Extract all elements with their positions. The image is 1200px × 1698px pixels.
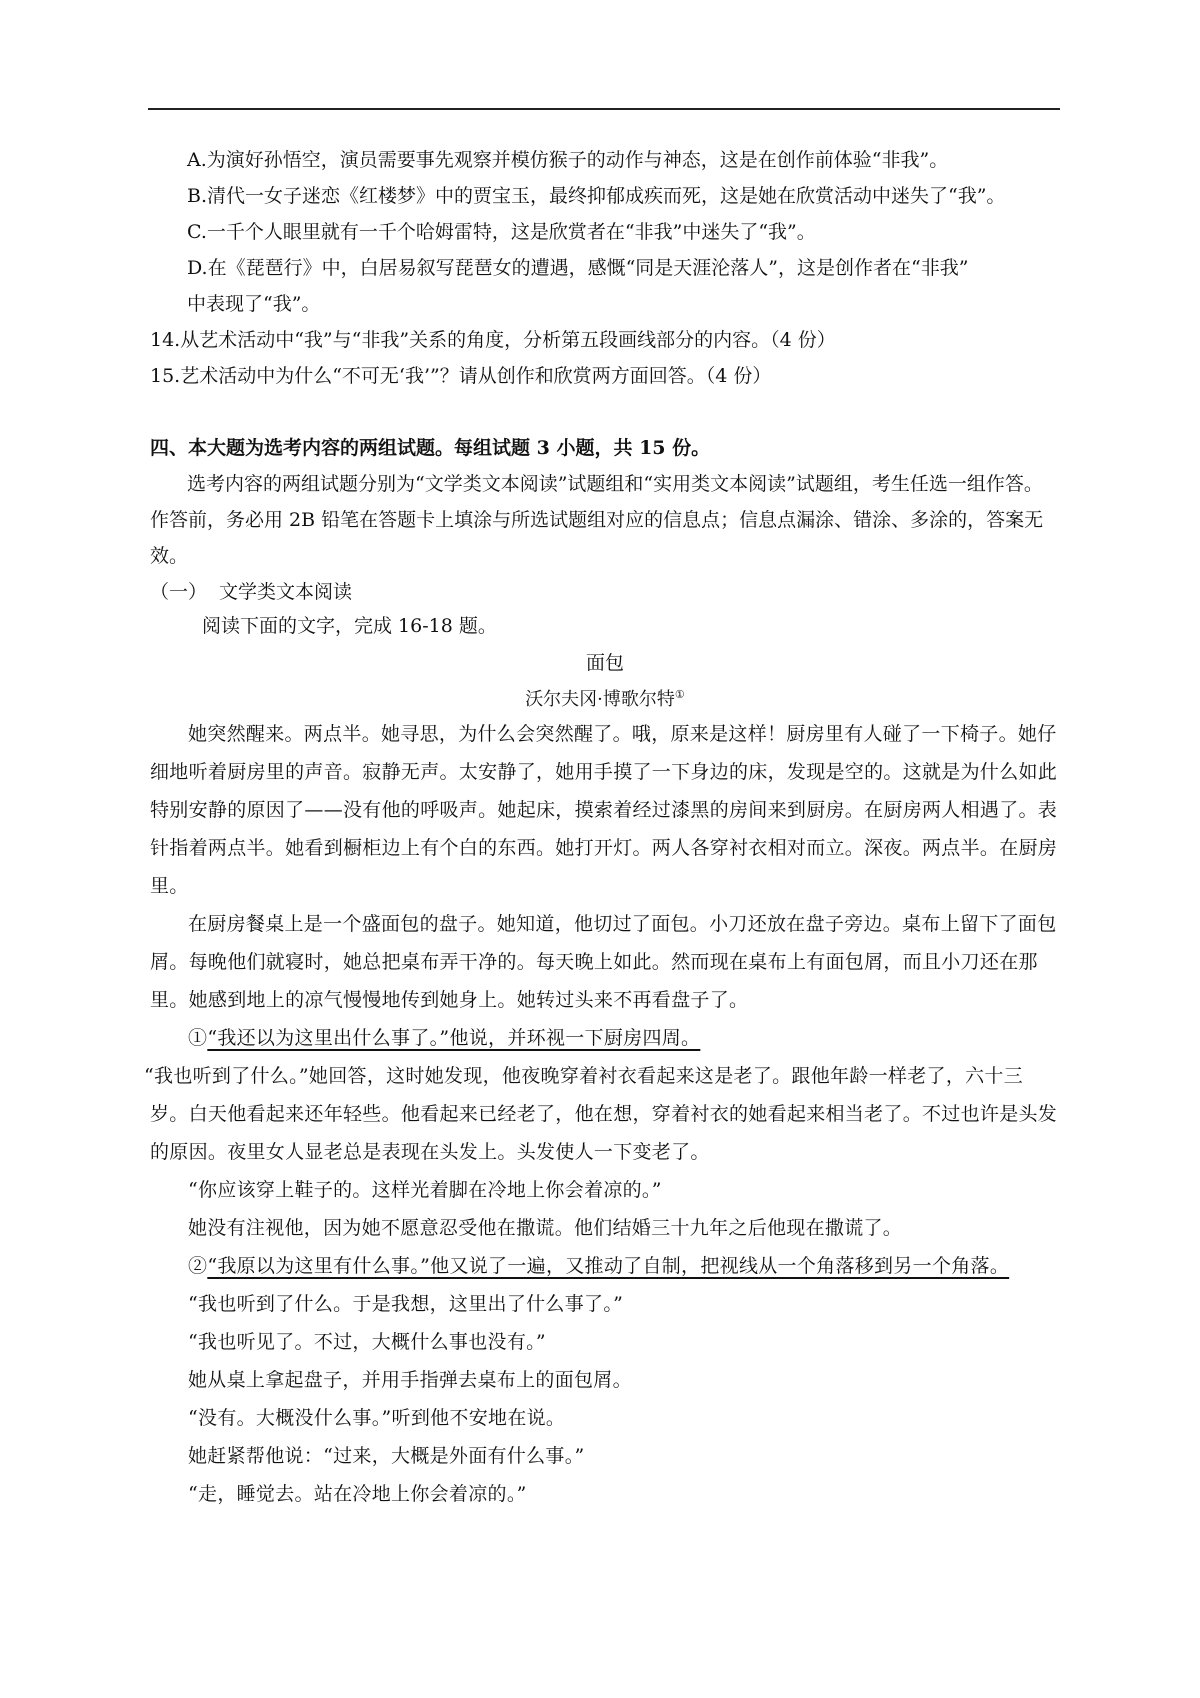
subsection-heading — [150, 576, 1060, 608]
article-title: 面包 — [585, 652, 624, 674]
story-paragraph-6: 她没有注视他，因为她不愿意忍受他在撒谎。他们结婚三十九年之后他现在撒谎了。 — [188, 1217, 903, 1239]
story-paragraph-12: 她赶紧帮他说：“过来，大概是外面有什么事。” — [188, 1445, 585, 1467]
story-paragraph-10: 她从桌上拿起盘子，并用手指弹去桌布上的面包屑。 — [188, 1369, 632, 1391]
story-paragraph-3 — [150, 1019, 1060, 1057]
option-a: A.为演好孙悟空，演员需要事先观察并模仿猴子的动作与神态，这是在创作前体验“非我”。 — [187, 149, 949, 171]
subsection-label: （一） — [150, 581, 208, 603]
story-body — [144, 715, 1060, 1513]
author-name: 沃尔夫冈·博歌尔特 — [525, 689, 675, 710]
spacer — [150, 394, 1060, 430]
subsection-title: 文学类文本阅读 — [219, 581, 353, 603]
story-paragraph-1: 她突然醒来。两点半。她寻思，为什么会突然醒了。哦，原来是这样！厨房里有人碰了一下椅子。她仔细地听着厨房里的声音。寂静无声。太安静了，她用手摸了一下身边的床，发现是空的。这就是为什么如此特别安静的原因了——没有他的呼吸声。她起床，摸索着经过漆黑的房间来到厨房。在厨房两人相遇了。表针指着两点半。她看到橱柜边上有个白的东西。她打开灯。两人各穿衬衣相对而立。深夜。两点半。在厨房里。 — [150, 723, 1058, 897]
story-paragraph-7 — [150, 1247, 1060, 1285]
story-paragraph-9: “我也听见了。不过，大概什么事也没有。” — [188, 1331, 546, 1353]
story-paragraph-11: “没有。大概没什么事。”听到他不安地在说。 — [188, 1407, 566, 1429]
sentence-marker-1: ① — [188, 1027, 208, 1049]
question-15: 15.艺术活动中为什么“不可无‘我’”？请从创作和欣赏两方面回答。（4 份） — [150, 365, 772, 387]
story-paragraph-13: “走，睡觉去。站在冷地上你会着凉的。” — [188, 1483, 527, 1505]
author-footnote-marker: ① — [674, 688, 685, 701]
option-d: D.在《琵琶行》中，白居易叙写琵琶女的遭遇，感慨“同是天涯沦落人”，这是创作者在“非我” — [187, 257, 969, 279]
header-rule — [148, 108, 1060, 110]
underlined-sentence-2: “我原以为这里有什么事。”他又说了一遍，又推动了自制，把视线从一个角落移到另一个角落。 — [207, 1255, 1010, 1277]
section-4-heading: 四、本大题为选考内容的两组试题。每组试题 3 小题，共 15 份。 — [150, 437, 711, 459]
article-author — [150, 680, 1060, 715]
section-4-intro: 选考内容的两组试题分别为“文学类文本阅读”试题组和“实用类文本阅读”试题组，考生任选一组作答。作答前，务必用 2B 铅笔在答题卡上填涂与所选试题组对应的信息点；信息点漏涂、错涂、多涂的，答案无效。 — [150, 473, 1044, 567]
option-c: C.一千个人眼里就有一千个哈姆雷特，这是欣赏者在“非我”中迷失了“我”。 — [187, 221, 816, 243]
page-content — [144, 142, 1060, 1513]
story-paragraph-5: “你应该穿上鞋子的。这样光着脚在冷地上你会着凉的。” — [188, 1179, 662, 1201]
sentence-marker-2: ② — [188, 1255, 208, 1277]
story-paragraph-4: “我也听到了什么。”她回答，这时她发现，他夜晚穿着衬衣看起来这是老了。跟他年龄一样老了，六十三岁。白天他看起来还年轻些。他看起来已经老了，他在想，穿着衬衣的她看起来相当老了。不过也许是头发的原因。夜里女人显老总是表现在头发上。头发使人一下变老了。 — [144, 1065, 1058, 1163]
reading-instruction: 阅读下面的文字，完成 16-18 题。 — [202, 615, 497, 637]
option-d-continued: 中表现了“我”。 — [187, 293, 321, 315]
underlined-sentence-1: “我还以为这里出什么事了。”他说，并环视一下厨房四周。 — [207, 1027, 701, 1049]
option-b: B.清代一女子迷恋《红楼梦》中的贾宝玉，最终抑郁成疾而死，这是她在欣赏活动中迷失了“我”。 — [187, 185, 1006, 207]
question-14: 14.从艺术活动中“我”与“非我”关系的角度，分析第五段画线部分的内容。（4 份） — [150, 329, 836, 351]
story-paragraph-8: “我也听到了什么。于是我想，这里出了什么事了。” — [188, 1293, 624, 1315]
story-paragraph-2: 在厨房餐桌上是一个盛面包的盘子。她知道，他切过了面包。小刀还放在盘子旁边。桌布上留下了面包屑。每晚他们就寝时，她总把桌布弄干净的。每天晚上如此。然而现在桌布上有面包屑，而且小刀还在那里。她感到地上的凉气慢慢地传到她身上。她转过头来不再看盘子了。 — [150, 913, 1057, 1011]
